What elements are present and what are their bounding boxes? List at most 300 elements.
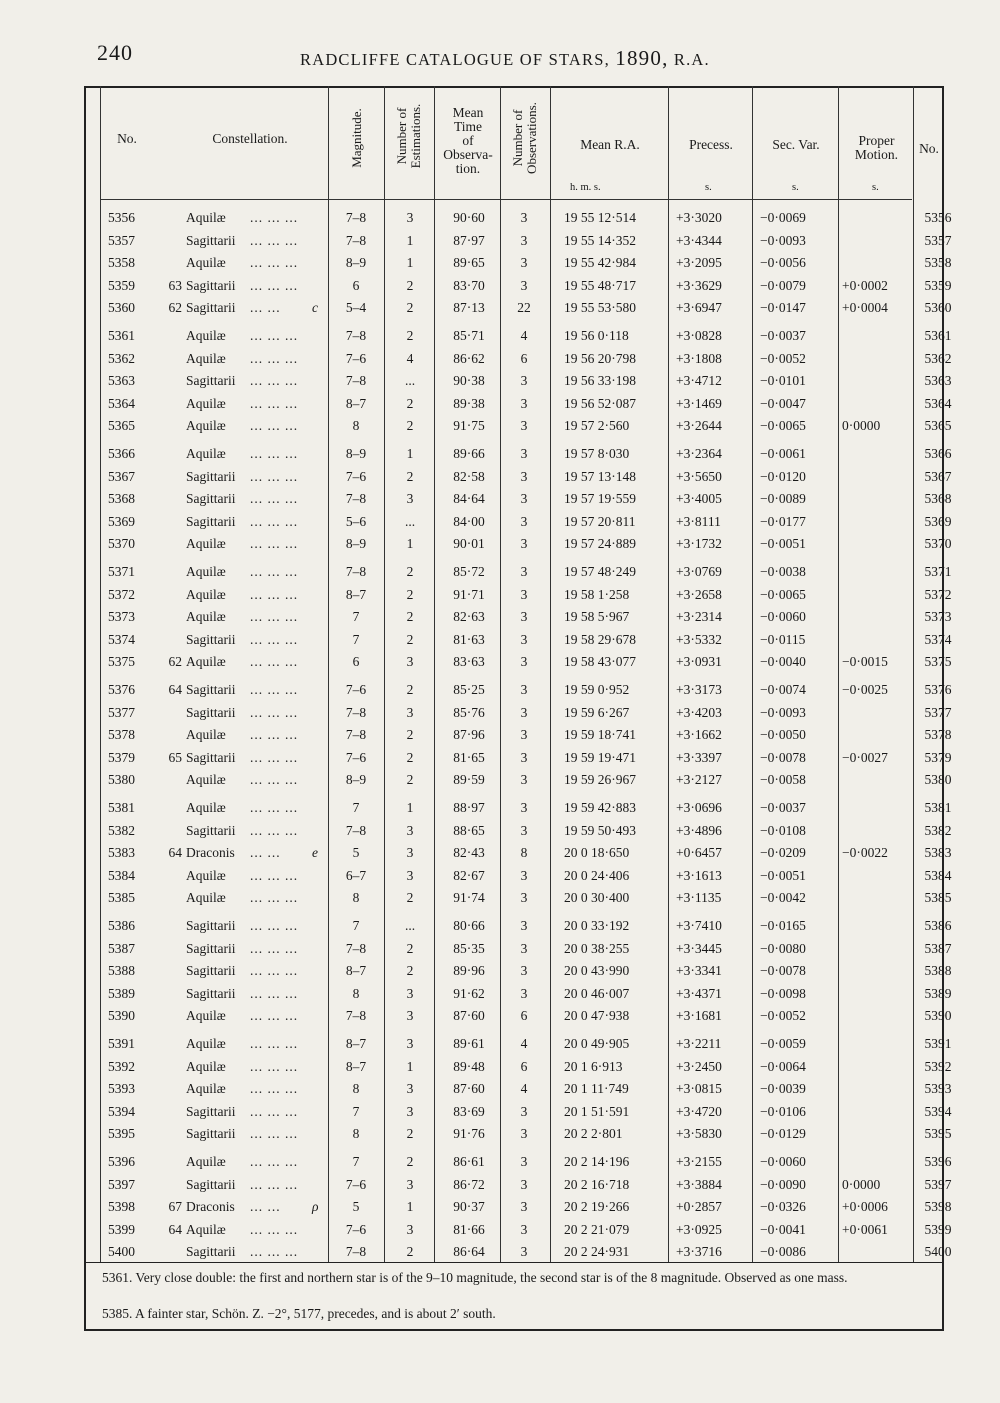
mean-time: 89·65 [453,255,485,271]
secular-variation: −0·0079 [760,277,806,293]
observations-count: 3 [520,232,528,248]
star-number-right: 5395 [924,1126,952,1142]
header-observations-2: Observations. [524,102,539,174]
star-number-right: 5397 [924,1176,952,1192]
mean-time: 90·37 [453,1199,485,1215]
star-number: 5400 [108,1244,135,1260]
constellation: Sagittarii [186,985,236,1001]
proper-motion: 0·0000 [842,418,881,434]
constellation: Sagittarii [186,682,236,697]
star-number-right: 5378 [924,727,952,743]
estimations-count: 3 [406,654,414,670]
mean-time: 89·66 [453,446,485,461]
precession: +3·4720 [676,1103,722,1119]
mean-time: 80·66 [453,918,485,933]
mean-ra: 20 0 33·192 [564,918,630,933]
leader-dots: ... ... ... [250,772,299,788]
constellation: Draconis [186,1199,235,1215]
leader-dots: ... ... ... [250,940,299,956]
header-mean-time-line4: Observa- [443,147,493,162]
precession: +3·1469 [676,395,722,411]
star-number-right: 5356 [924,210,952,225]
secular-variation: −0·0050 [760,727,806,743]
leader-dots: ... ... ... [250,1036,299,1051]
star-number-right: 5373 [924,609,952,625]
observations-count: 3 [520,631,528,647]
mean-ra: 19 55 14·352 [564,232,636,248]
proper-motion: +0·0006 [842,1199,888,1215]
secular-variation: −0·0065 [760,586,806,602]
mean-ra: 19 58 5·967 [564,609,630,625]
mean-time: 85·35 [453,940,485,956]
estimations-count: 2 [406,749,414,765]
observations-count: 3 [520,373,528,389]
star-number: 5364 [108,395,135,411]
mean-time: 84·00 [453,513,485,529]
mean-ra: 19 59 26·967 [564,772,636,788]
secular-variation: −0·0037 [760,328,806,343]
mean-time: 82·43 [453,845,485,861]
mean-ra: 20 0 18·650 [564,845,630,861]
mean-time: 89·38 [453,395,485,411]
leader-dots: ... ... ... [250,395,299,411]
star-number-right: 5392 [924,1058,952,1074]
mean-time: 90·38 [453,373,485,389]
star-number-right: 5360 [924,300,952,316]
star-number: 5391 [108,1036,135,1051]
magnitude: 6 [352,654,360,670]
constellation: Sagittarii [186,749,236,765]
mean-ra: 19 55 48·717 [564,277,636,293]
star-number-right: 5367 [924,468,952,484]
estimations-count: ... [404,513,416,529]
mean-time: 86·61 [453,1154,485,1169]
star-number-right: 5357 [924,232,952,248]
magnitude: 7–8 [345,822,367,838]
star-number: 5381 [108,800,135,815]
estimations-count: 3 [406,1036,414,1051]
magnitude: 8 [352,985,360,1001]
mean-ra: 20 0 24·406 [564,867,630,883]
mean-time: 91·74 [453,890,485,906]
estimations-count: 2 [406,890,414,906]
precession: +3·2095 [676,255,722,271]
estimations-count: 2 [406,395,414,411]
observations-count: 3 [520,727,528,743]
constellation: Sagittarii [186,513,236,529]
secular-variation: −0·0074 [760,682,806,697]
star-number: 5393 [108,1081,135,1097]
table-row [0,1222,1000,1244]
magnitude: 8–9 [345,255,367,271]
mean-ra: 19 59 19·471 [564,749,636,765]
observations-count: 3 [520,1103,528,1119]
magnitude: 7–8 [345,704,367,720]
mean-ra: 19 55 53·580 [564,300,636,316]
constellation: Sagittarii [186,1103,236,1119]
table-row [0,772,1000,794]
header-estimations-1: Number of [394,107,409,165]
footnote-number: 5361. [102,1270,133,1285]
estimations-count: 2 [406,300,414,316]
observations-count: 3 [520,682,528,697]
observations-count: 3 [520,1154,528,1169]
constellation: Aquilæ [186,867,226,883]
table-row [0,727,1000,749]
observations-count: 3 [520,468,528,484]
observations-count: 3 [520,963,528,979]
header-proper-motion-line2: Motion. [854,147,899,162]
magnitude: 7 [352,1103,360,1119]
star-number-right: 5369 [924,513,952,529]
table-row [0,396,1000,418]
magnitude: 7–6 [345,468,367,484]
estimations-count: 3 [406,1081,414,1097]
precession: +3·2127 [676,772,722,788]
mean-time: 87·96 [453,727,485,743]
estimations-count: 3 [406,867,414,883]
mean-ra: 20 2 16·718 [564,1176,630,1192]
leader-dots: ... ... ... [250,468,299,484]
magnitude: 5–6 [345,513,367,529]
estimations-count: 3 [406,704,414,720]
header-mean-time [436,106,500,176]
estimations-count: 2 [406,940,414,956]
star-number-right: 5396 [924,1154,952,1169]
secular-variation: −0·0177 [760,513,806,529]
precession: +3·2450 [676,1058,722,1074]
leader-dots: ... ... ... [250,749,299,765]
observations-count: 3 [520,918,528,933]
header-mean-time-line5: tion. [455,161,481,176]
constellation: Aquilæ [186,536,226,552]
table-row [0,1244,1000,1266]
magnitude: 7 [352,918,360,933]
star-number: 5373 [108,609,135,625]
estimations-count: 3 [406,210,414,225]
constellation: Aquilæ [186,1221,226,1237]
precession: +3·3445 [676,940,722,956]
precession: +3·1613 [676,867,722,883]
precession: +3·0696 [676,800,722,815]
mean-ra: 19 57 20·811 [564,513,636,529]
mean-ra: 20 0 38·255 [564,940,630,956]
mean-time: 88·65 [453,822,485,838]
footnote-5385 [102,1306,942,1322]
table-row [0,918,1000,940]
precession: +3·2211 [676,1036,722,1051]
mean-time: 90·01 [453,536,485,552]
header-mean-time-line3: of [462,133,474,148]
table-row [0,418,1000,440]
estimations-count: 3 [406,1103,414,1119]
star-number-right: 5370 [924,536,952,552]
mean-ra: 19 58 29·678 [564,631,636,647]
leader-dots: ... ... ... [250,350,299,366]
star-number: 5372 [108,586,135,602]
estimations-count: 2 [406,963,414,979]
mean-ra: 19 55 42·984 [564,255,636,271]
constellation: Aquilæ [186,446,226,461]
star-number-right: 5386 [924,918,952,933]
star-number: 5384 [108,867,135,883]
estimations-count: 2 [406,586,414,602]
estimations-count: 3 [406,491,414,507]
table-row [0,1081,1000,1103]
mean-time: 82·67 [453,867,485,883]
observations-count: 4 [520,328,528,343]
leader-dots: ... ... ... [250,1008,299,1024]
mean-time: 83·70 [453,277,485,293]
estimations-count: ... [404,373,416,389]
estimations-count: 2 [406,1154,414,1169]
leader-dots: ... ... ... [250,963,299,979]
table-row [0,654,1000,676]
header-proper-motion-line1: Proper [858,133,895,148]
precession: +3·1808 [676,350,722,366]
precession: +3·2314 [676,609,722,625]
leader-dots: ... ... ... [250,867,299,883]
constellation: Aquilæ [186,350,226,366]
mean-ra: 19 58 43·077 [564,654,636,670]
star-number: 5377 [108,704,135,720]
leader-dots: ... ... ... [250,373,299,389]
observations-count: 3 [520,1244,528,1260]
secular-variation: −0·0060 [760,1154,806,1169]
mean-time: 89·48 [453,1058,485,1074]
mean-ra: 19 57 2·560 [564,418,630,434]
estimations-count: 1 [406,536,414,552]
mean-ra: 19 56 52·087 [564,395,636,411]
leader-dots: ... ... ... [250,586,299,602]
flamsteed-number: 67 [168,1199,182,1215]
leader-dots: ... ... ... [250,985,299,1001]
leader-dots: ... ... ... [250,822,299,838]
mean-time: 89·59 [453,772,485,788]
estimations-count: 3 [406,822,414,838]
table-row [0,705,1000,727]
magnitude: 8–9 [345,536,367,552]
mean-time: 83·63 [453,654,485,670]
mean-time: 81·65 [453,749,485,765]
star-number: 5396 [108,1154,135,1169]
mean-ra: 20 0 30·400 [564,890,630,906]
leader-dots: ... ... ... [250,536,299,552]
precession: +0·6457 [676,845,722,861]
precession: +3·2155 [676,1154,722,1169]
estimations-count: 2 [406,727,414,743]
proper-motion: +0·0004 [842,300,888,316]
star-number-right: 5381 [924,800,952,815]
star-number-right: 5359 [924,277,952,293]
star-number: 5365 [108,418,135,434]
estimations-count: 2 [406,772,414,788]
mean-ra: 20 0 49·905 [564,1036,630,1051]
mean-ra: 19 55 12·514 [564,210,636,225]
estimations-count: 3 [406,1176,414,1192]
flamsteed-number: 65 [168,749,182,765]
constellation: Aquilæ [186,1036,226,1051]
constellation: Sagittarii [186,468,236,484]
estimations-count: 2 [406,631,414,647]
star-number: 5359 [108,277,135,293]
constellation: Aquilæ [186,1008,226,1024]
table-row [0,1008,1000,1030]
precession: +3·5332 [676,631,722,647]
precession: +3·0931 [676,654,722,670]
leader-dots: ... ... ... [250,1176,299,1192]
mean-ra: 19 57 24·889 [564,536,636,552]
magnitude: 5 [352,1199,360,1215]
star-number: 5363 [108,373,135,389]
secular-variation: −0·0209 [760,845,806,861]
constellation: Aquilæ [186,800,226,815]
leader-dots: ... ... ... [250,1154,299,1169]
unit-proper-motion: s. [872,182,879,193]
leader-dots: ... ... ... [250,1221,299,1237]
table-row [0,328,1000,350]
estimations-count: 3 [406,1221,414,1237]
precession: +3·4896 [676,822,722,838]
note-letter: ρ [312,1199,319,1215]
observations-count: 3 [520,985,528,1001]
leader-dots: ... ... ... [250,418,299,434]
star-number-right: 5372 [924,586,952,602]
mean-time: 85·25 [453,682,485,697]
precession: +3·3629 [676,277,722,293]
mean-time: 87·60 [453,1081,485,1097]
observations-count: 3 [520,749,528,765]
secular-variation: −0·0129 [760,1126,806,1142]
mean-time: 82·58 [453,468,485,484]
secular-variation: −0·0041 [760,1221,806,1237]
star-number: 5392 [108,1058,135,1074]
precession: +3·1732 [676,536,722,552]
secular-variation: −0·0060 [760,609,806,625]
secular-variation: −0·0061 [760,446,806,461]
mean-time: 83·69 [453,1103,485,1119]
precession: +3·4203 [676,704,722,720]
table-row [0,941,1000,963]
leader-dots: ... ... ... [250,1103,299,1119]
mean-time: 85·71 [453,328,485,343]
magnitude: 7 [352,1154,360,1169]
table-row [0,609,1000,631]
estimations-count: 2 [406,277,414,293]
leader-dots: ... ... ... [250,513,299,529]
precession: +3·3716 [676,1244,722,1260]
precession: +3·4005 [676,491,722,507]
mean-ra: 19 59 50·493 [564,822,636,838]
star-number-right: 5368 [924,491,952,507]
magnitude: 7–8 [345,564,367,579]
magnitude: 5 [352,845,360,861]
constellation: Aquilæ [186,564,226,579]
table-row [0,845,1000,867]
star-number-right: 5379 [924,749,952,765]
estimations-count: 2 [406,609,414,625]
star-number-right: 5398 [924,1199,952,1215]
mean-ra: 19 57 19·559 [564,491,636,507]
page-number: 240 [97,40,133,65]
leader-dots: ... ... ... [250,446,299,461]
star-number: 5398 [108,1199,135,1215]
leader-dots: ... ... ... [250,564,299,579]
magnitude: 8 [352,418,360,434]
table-row [0,300,1000,322]
observations-count: 3 [520,564,528,579]
table-row [0,469,1000,491]
star-number-right: 5394 [924,1103,952,1119]
magnitude: 7 [352,609,360,625]
star-number-right: 5376 [924,682,952,697]
leader-dots: ... ... ... [250,1058,299,1074]
table-row [0,1177,1000,1199]
precession: +3·3020 [676,210,722,225]
mean-ra: 19 57 13·148 [564,468,636,484]
secular-variation: −0·0037 [760,800,806,815]
magnitude: 8–7 [345,1058,367,1074]
table-row [0,800,1000,822]
secular-variation: −0·0051 [760,536,806,552]
magnitude: 7–6 [345,682,367,697]
star-number-right: 5400 [924,1244,952,1260]
precession: +3·4712 [676,373,722,389]
leader-dots: ... ... ... [250,277,299,293]
observations-count: 3 [520,822,528,838]
star-number: 5360 [108,300,135,316]
table-row [0,986,1000,1008]
leader-dots: ... ... [250,1199,281,1215]
mean-time: 91·76 [453,1126,485,1142]
magnitude: 7 [352,631,360,647]
leader-dots: ... ... ... [250,682,299,697]
table-row [0,491,1000,513]
mean-ra: 20 1 6·913 [564,1058,623,1074]
secular-variation: −0·0052 [760,1008,806,1024]
leader-dots: ... ... ... [250,609,299,625]
constellation: Sagittarii [186,300,236,316]
star-number: 5380 [108,772,135,788]
mean-time: 85·76 [453,704,485,720]
magnitude: 7–8 [345,727,367,743]
secular-variation: −0·0093 [760,704,806,720]
star-number-right: 5393 [924,1081,952,1097]
precession: +3·0925 [676,1221,722,1237]
star-number: 5361 [108,328,135,343]
header-no-right: No. [919,141,939,156]
precession: +3·3173 [676,682,722,697]
star-number: 5367 [108,468,135,484]
secular-variation: −0·0069 [760,210,806,225]
note-letter: c [312,300,318,316]
observations-count: 6 [520,1008,528,1024]
star-number-right: 5380 [924,772,952,788]
constellation: Aquilæ [186,418,226,434]
magnitude: 6–7 [345,867,367,883]
secular-variation: −0·0038 [760,564,806,579]
observations-count: 6 [520,350,528,366]
secular-variation: −0·0093 [760,232,806,248]
table-row [0,632,1000,654]
running-head [300,46,710,71]
mean-time: 89·96 [453,963,485,979]
observations-count: 3 [520,1126,528,1142]
observations-count: 3 [520,491,528,507]
magnitude: 7 [352,800,360,815]
header-mean-time-line1: Mean [452,105,484,120]
secular-variation: −0·0115 [760,631,806,647]
